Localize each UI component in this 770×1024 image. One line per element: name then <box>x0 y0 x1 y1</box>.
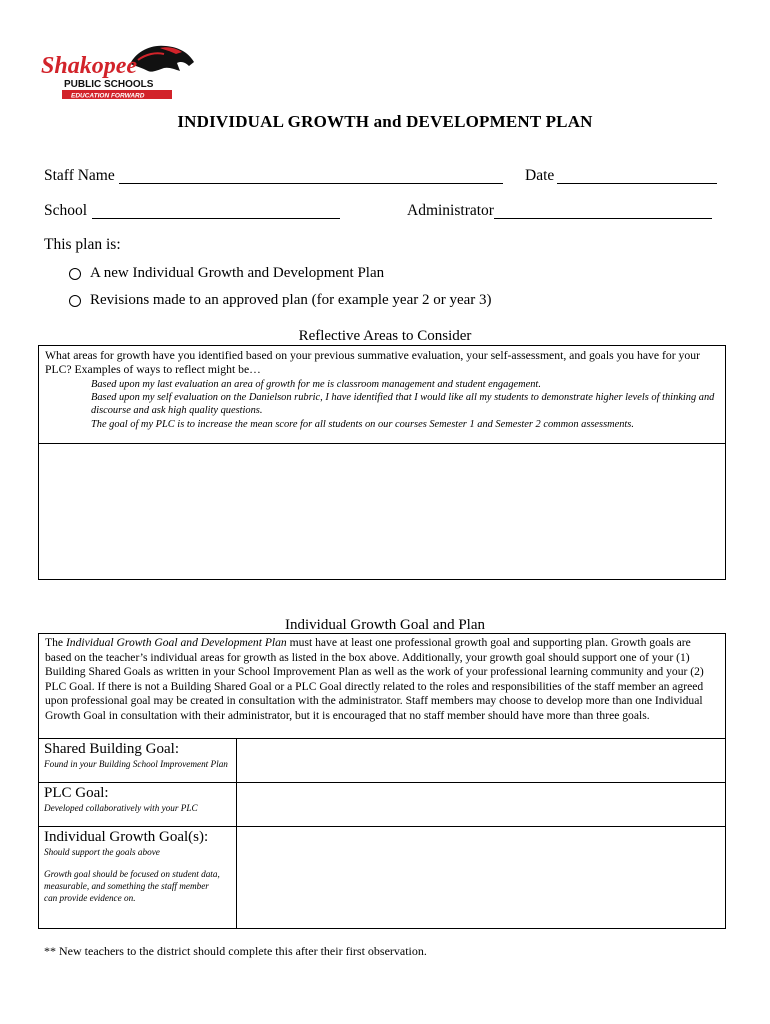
logo-line2: EDUCATION FORWARD <box>71 92 145 100</box>
logo-name: Shakopee <box>41 53 137 79</box>
growth-intro: The Individual Growth Goal and Development Plan must have at least one professional growth goal and supporting plan. Growth goals are based on the teacher’s individual areas for growth as listed in the box above. Additionally, your growth goal should support one of your (1) Building Shared Goals as written in your School Improvement Plan as well as the work of your professional learning community and your (2) PLC Goal. If there is not a Building Shared Goal or a PLC Goal directly related to the roles and responsibilities of the staff member an agreed upon professional goal may be created in consultation with the administrator. Staff members may choose to develop more than one Individual Growth Goal in consultation with their administrator, but it is encouraged that no staff member should have more than three goals. <box>45 636 704 722</box>
staff-name-field[interactable] <box>119 183 503 184</box>
plan-option-new[interactable] <box>69 265 384 282</box>
goal-input-cell[interactable] <box>237 739 726 783</box>
goal-subtitle: Should support the goals above <box>44 847 160 857</box>
reflective-example: The goal of my PLC is to increase the mean score for all students on our courses Semester 1 and Semester 2 common assessments. <box>91 418 634 430</box>
date-label: Date <box>525 167 555 184</box>
radio-circle-icon[interactable] <box>69 268 81 280</box>
goal-title: PLC Goal: <box>44 785 109 801</box>
goal-subtitle: Found in your Building School Improvement Plan <box>44 759 228 769</box>
goal-row-shared <box>39 739 726 783</box>
growth-heading: Individual Growth Goal and Plan <box>285 617 485 633</box>
reflective-prompt-box <box>38 345 726 444</box>
goal-title: Shared Building Goal: <box>44 741 179 757</box>
goals-table <box>38 738 726 929</box>
administrator-field[interactable] <box>494 218 712 219</box>
reflective-response-area[interactable] <box>38 443 726 580</box>
radio-circle-icon[interactable] <box>69 295 81 307</box>
logo-line1: PUBLIC SCHOOLS <box>64 79 154 90</box>
page-title: INDIVIDUAL GROWTH and DEVELOPMENT PLAN <box>177 112 593 131</box>
growth-intro-box <box>38 633 726 739</box>
reflective-example: Based upon my last evaluation an area of growth for me is classroom management and student engagement. <box>91 378 541 390</box>
administrator-label: Administrator <box>407 202 494 219</box>
footnote: ** New teachers to the district should complete this after their first observation. <box>44 944 427 958</box>
goal-label-cell <box>39 783 237 827</box>
plan-type-label: This plan is: <box>44 236 121 253</box>
school-field[interactable] <box>92 218 340 219</box>
goal-label-cell <box>39 827 237 929</box>
reflective-example: Based upon my self evaluation on the Danielson rubric, I have identified that I would like all my students to demonstrate higher levels of thinking and discourse and ask high quality questions. <box>91 392 715 417</box>
goal-subtitle: Growth goal should be focused on student data, measurable, and something the staff member can provide evidence on. <box>44 869 220 903</box>
plan-option-revision[interactable] <box>69 292 492 309</box>
goal-title: Individual Growth Goal(s): <box>44 829 209 845</box>
goal-input-cell[interactable] <box>237 827 726 929</box>
goal-subtitle: Developed collaboratively with your PLC <box>44 803 198 813</box>
reflective-prompt: What areas for growth have you identified based on your previous summative evaluation, your self-assessment, and goals you have for your PLC? Examples of ways to reflect might be… <box>45 349 700 377</box>
plan-option-label: A new Individual Growth and Development Plan <box>90 265 385 281</box>
staff-name-label: Staff Name <box>44 167 115 184</box>
goal-row-individual <box>39 827 726 929</box>
goal-row-plc <box>39 783 726 827</box>
goal-input-cell[interactable] <box>237 783 726 827</box>
shakopee-logo <box>38 40 198 102</box>
school-label: School <box>44 202 88 219</box>
plan-option-label: Revisions made to an approved plan (for example year 2 or year 3) <box>90 292 492 308</box>
date-field[interactable] <box>557 183 717 184</box>
goal-label-cell <box>39 739 237 783</box>
reflective-heading: Reflective Areas to Consider <box>298 328 472 344</box>
